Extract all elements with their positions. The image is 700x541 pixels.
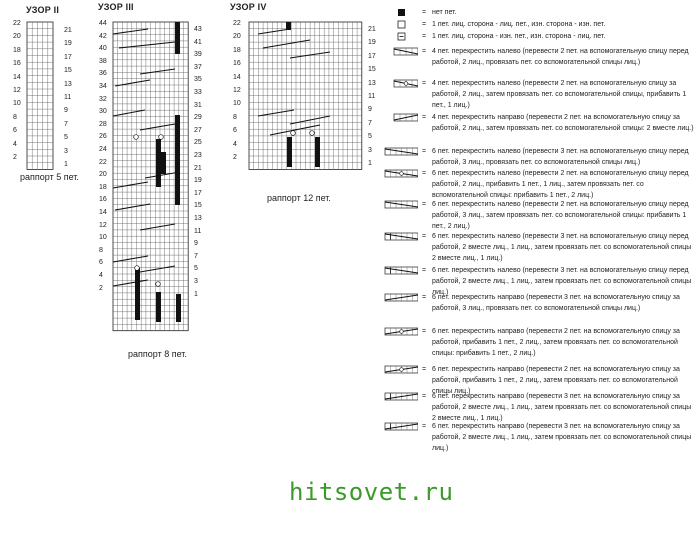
pattern-iv-right-row-number: 5 [368,133,372,141]
increase-mark [159,135,164,140]
legend-text: 4 пет. перекрестить направо (перевести 2 пет. на вспомогательную спицу за работой, 2 лиц., затем провязать пет. со вспомогательной спицы: 2 вместе лиц.) [432,114,694,132]
pattern-ii-rapport: раппорт 5 пет. [20,172,79,182]
pattern-iv-left-row-number: 8 [233,113,237,121]
legend-text: 6 пет. перекрестить налево (перевести 3 пет. на вспомогательную спицу перед работой, 3 лиц., провязать пет. со вспомогательной спицы лиц.) [432,148,689,166]
legend-equals: = [422,423,427,430]
watermark: hitsovet.ru [289,478,454,506]
legend-equals: = [422,33,427,40]
increase-mark [134,135,139,140]
pattern-iii-left-row-number: 44 [99,20,107,27]
pattern-iv-left-row-number: 20 [233,33,241,41]
dash-square-icon [384,32,418,45]
legend-item [384,7,696,18]
pattern-ii-right-row-number: 7 [64,120,68,128]
pattern-iv-rapport: раппорт 12 пет. [267,193,331,203]
legend-text: 6 пет. перекрестить направо (перевести 3 пет. на вспомогательную спицу за работой, 2 вместе лиц., 1 лиц., затем провязать пет. со вспомогательной спицы 2 вместе лиц., 1 лиц.) [432,393,692,422]
pattern-iv-left-row-number: 2 [233,154,237,161]
pattern-iii-right-row-number: 33 [194,89,202,96]
legend-equals: = [422,9,427,16]
legend-equals: = [422,80,427,87]
pattern-iv-right-row-number: 15 [368,66,376,74]
pattern-iv-left-row-number: 14 [233,73,241,81]
increase-mark [291,131,296,136]
pattern-iii-left-row-number: 4 [99,272,103,279]
no-stitch-block [161,152,166,174]
pattern-iii-right-row-number: 13 [194,215,202,222]
pattern-iv-left-row-number: 6 [233,127,237,135]
cable-4-right-icon [384,113,418,126]
pattern-ii-left-row-number: 2 [13,154,17,161]
legend-text: 4 пет. перекрестить налево (перевести 2 пет. на вспомогательную спицу перед работой, 2 лиц., провязать пет. со вспомогательной спицы лиц.) [432,48,689,66]
legend-text: 6 пет. перекрестить налево (перевести 3 пет. на вспомогательную спицу перед работой, 2 вместе лиц., 1 лиц., затем провязать пет. со вспомогательной спицы 2 вместе лиц., 1 лиц.) [432,233,692,262]
pattern-ii-left-row-number: 4 [13,140,17,148]
pattern-ii-right-row-number: 21 [64,27,72,34]
pattern-ii-left-row-number: 10 [13,100,21,108]
legend-item [384,19,696,30]
legend-item [384,78,696,108]
pattern-ii-right-row-number: 1 [64,161,68,168]
legend-text: 4 пет. перекрестить налево (перевести 2 пет. на вспомогательную спицу за работой, 2 лиц., затем провязать пет. со вспомогательной спицы, прибавить 1 пет., 1 лиц.) [432,80,687,109]
legend-item [384,265,696,296]
legend-equals: = [422,201,427,208]
pattern-ii-left-row-number: 14 [13,73,21,81]
pattern-iii-right-row-number: 37 [194,63,202,71]
pattern-iii-left-row-number: 30 [99,108,107,116]
pattern-iii-right-row-number: 9 [194,240,198,248]
legend-equals: = [422,21,427,28]
legend-text: 1 пет. лиц. сторона - изн. пет., изн. сторона - лиц. пет. [432,33,606,40]
pattern-iv-right-row-number: 3 [368,146,372,154]
pattern-iii-left-row-number: 8 [99,246,103,254]
pattern-iii-right-row-number: 27 [194,126,202,134]
pattern-iii-right-row-number: 5 [194,265,198,273]
legend-equals: = [422,328,427,335]
pattern-iv-title: УЗОР IV [230,2,267,12]
pattern-iii-right-row-number: 7 [194,252,198,260]
legend-item [384,46,696,74]
pattern-iii-right-row-number: 1 [194,290,198,298]
cable-4-left-inc-icon [384,79,418,92]
pattern-iii-left-row-number: 2 [99,284,103,292]
pattern-ii-right-row-number: 13 [64,80,72,88]
pattern-iv-left-row-number: 16 [233,60,241,68]
pattern-iv-right-row-number: 9 [368,106,372,114]
cable-6-right-icon [384,293,418,306]
pattern-iii-left-row-number: 22 [99,158,107,166]
pattern-iii-left-row-number: 14 [99,209,107,216]
legend-equals: = [422,267,427,274]
no-stitch-block [135,268,140,320]
legend-text: 6 пет. перекрестить направо (перевести 2 пет. на вспомогательную спицу за работой, прибавить 1 пет., 2 лиц., затем провязать пет. со вспомогательной спицы лиц.) [432,366,680,395]
legend-item [384,168,696,198]
legend-text: 6 пет. перекрестить налево (перевести 2 пет. на вспомогательную спицу перед работой, 3 лиц., затем провязать пет. со вспомогательной спицы: прибавить 1 пет., 2 лиц.) [432,201,689,230]
pattern-iii-right-row-number: 23 [194,152,202,159]
cable-6-right-inc2-icon [384,365,418,378]
cable-4-left-icon [384,47,418,60]
increase-mark [135,266,140,271]
pattern-iii-right-row-number: 35 [194,76,202,84]
pattern-iv-right-row-number: 19 [368,39,376,47]
pattern-iii-right-row-number: 25 [194,139,202,147]
legend-equals: = [422,366,427,373]
legend-item [384,199,696,229]
cable-6-right-inc-icon [384,327,418,340]
pattern-iii-left-row-number: 12 [99,221,107,229]
legend-equals: = [422,148,427,155]
pattern-iii-right-row-number: 21 [194,164,202,172]
legend-item [384,231,696,261]
pattern-iii-left-row-number: 6 [99,259,103,267]
pattern-iii-right-row-number: 15 [194,202,202,210]
legend-text: 1 пет. лиц. сторона - лиц. пет., изн. сторона - изн. пет. [432,21,606,28]
cable-6-left-icon [384,147,418,160]
pattern-iv-left-row-number: 22 [233,20,241,27]
pattern-iii-right-row-number: 31 [194,101,202,109]
pattern-ii-left-row-number: 6 [13,127,17,135]
pattern-ii-right-row-number: 15 [64,67,72,75]
legend-item [384,391,696,422]
pattern-ii-left-row-number: 20 [13,33,21,41]
pattern-ii-right-row-number: 5 [64,134,68,142]
pattern-ii-right-row-number: 3 [64,147,68,155]
pattern-iv-right-row-number: 11 [368,93,376,100]
pattern-iii-right-row-number: 11 [194,227,202,235]
cable-6-right-dec-icon [384,392,418,405]
no-stitch-block [175,22,180,54]
pattern-iv-right-row-number: 21 [368,26,376,33]
pattern-iii-left-row-number: 32 [99,95,107,103]
pattern-iii-right-row-number: 19 [194,177,202,185]
pattern-ii-left-row-number: 22 [13,20,21,27]
pattern-iv-right-row-number: 17 [368,52,376,60]
pattern-ii-left-row-number: 16 [13,60,21,68]
legend-text: 6 пет. перекрестить направо (перевести 3 пет. на вспомогательную спицу за работой, 2 вместе лиц., 1 лиц., затем провязать пет. со вспомогательной спицы лиц.) [432,423,692,452]
pattern-iv-right-row-number: 13 [368,79,376,87]
pattern-iv-left-row-number: 12 [233,87,241,94]
no-stitch-block [176,294,181,322]
pattern-iv-right-row-number: 7 [368,119,372,127]
legend-text: нет пет. [432,9,457,16]
legend-equals: = [422,170,427,177]
pattern-ii-left-row-number: 12 [13,87,21,94]
cable-6-left-dec-icon [384,232,418,245]
cable-6-left-b-icon [384,200,418,213]
pattern-ii-title: УЗОР II [26,5,60,15]
legend-text: 6 пет. перекрестить налево (перевести 3 пет. на вспомогательную спицу перед работой, 2 вместе лиц., 1 лиц., затем провязать пет. со вспомогательной спицы лиц.) [432,267,692,296]
pattern-iii-left-row-number: 10 [99,234,107,242]
no-stitch-block [156,292,161,322]
legend-item [384,146,696,164]
pattern-ii-right-row-number: 9 [64,107,68,115]
pattern-iii-left-row-number: 26 [99,133,107,141]
pattern-iii-title: УЗОР III [98,2,134,12]
pattern-iii-left-row-number: 24 [99,146,107,153]
pattern-iii-left-row-number: 28 [99,120,107,128]
legend-text: 6 пет. перекрестить направо (перевести 2 пет. на вспомогательную спицу за работой, прибавить 1 пет., 2 лиц., затем провязать пет. со вспомогательной спицы: прибавить 1 пет., 2 лиц.) [432,328,680,357]
pattern-iii-left-row-number: 38 [99,57,107,65]
pattern-iii-left-row-number: 20 [99,171,107,179]
pattern-iii-rapport: раппорт 8 пет. [128,349,187,359]
increase-mark [156,282,161,287]
pattern-iv-left-row-number: 4 [233,140,237,148]
legend-equals: = [422,233,427,240]
pattern-iii-left-row-number: 16 [99,196,107,204]
pattern-iii-right-row-number: 39 [194,51,202,59]
no-stitch-block [175,115,180,205]
pattern-ii-left-row-number: 18 [13,46,21,54]
legend-equals: = [422,48,427,55]
legend-item [384,326,696,356]
legend-equals: = [422,393,427,400]
legend-equals: = [422,114,427,121]
legend-item [384,364,696,395]
legend-item [384,112,696,142]
pattern-iii-right-row-number: 29 [194,114,202,122]
cable-6-left-dec2-icon [384,266,418,279]
cable-6-left-inc-icon [384,169,418,182]
legend-equals: = [422,294,427,301]
pattern-iii-left-row-number: 40 [99,45,107,53]
pattern-iii-left-row-number: 36 [99,70,107,78]
pattern-ii-right-row-number: 17 [64,53,72,61]
pattern-ii-right-row-number: 11 [64,94,72,101]
legend-item [384,31,696,42]
no-stitch-block [156,139,161,187]
pattern-ii-left-row-number: 8 [13,113,17,121]
increase-mark [310,131,315,136]
pattern-iv-right-row-number: 1 [368,160,372,167]
pattern-iii-left-row-number: 18 [99,183,107,191]
pattern-iii-right-row-number: 3 [194,278,198,285]
no-stitch-block [315,137,320,167]
cable-6-right-dec2-icon [384,422,418,435]
legend-text: 6 пет. перекрестить налево (перевести 2 пет. на вспомогательную спицу перед работой, 2 лиц., прибавить 1 пет., 1 лиц., затем провязать пет. со вспомогательной спицы: прибавить 1 пет., 2 лиц.) [432,170,689,199]
legend-item [384,292,696,322]
pattern-iv-left-row-number: 10 [233,100,241,108]
pattern-iii-right-row-number: 43 [194,26,202,33]
pattern-iii-left-row-number: 34 [99,83,107,90]
pattern-ii-right-row-number: 19 [64,40,72,48]
pattern-iii-right-row-number: 17 [194,189,202,197]
pattern-iii-right-row-number: 41 [194,38,202,46]
pattern-iv-left-row-number: 18 [233,46,241,54]
legend-text: 6 пет. перекрестить направо (перевести 3 пет. на вспомогательную спицу за работой, 3 лиц., провязать пет. со вспомогательной спицы лиц.) [432,294,680,312]
no-stitch-block [287,137,292,167]
legend-item [384,421,696,451]
pattern-iii-left-row-number: 42 [99,32,107,40]
